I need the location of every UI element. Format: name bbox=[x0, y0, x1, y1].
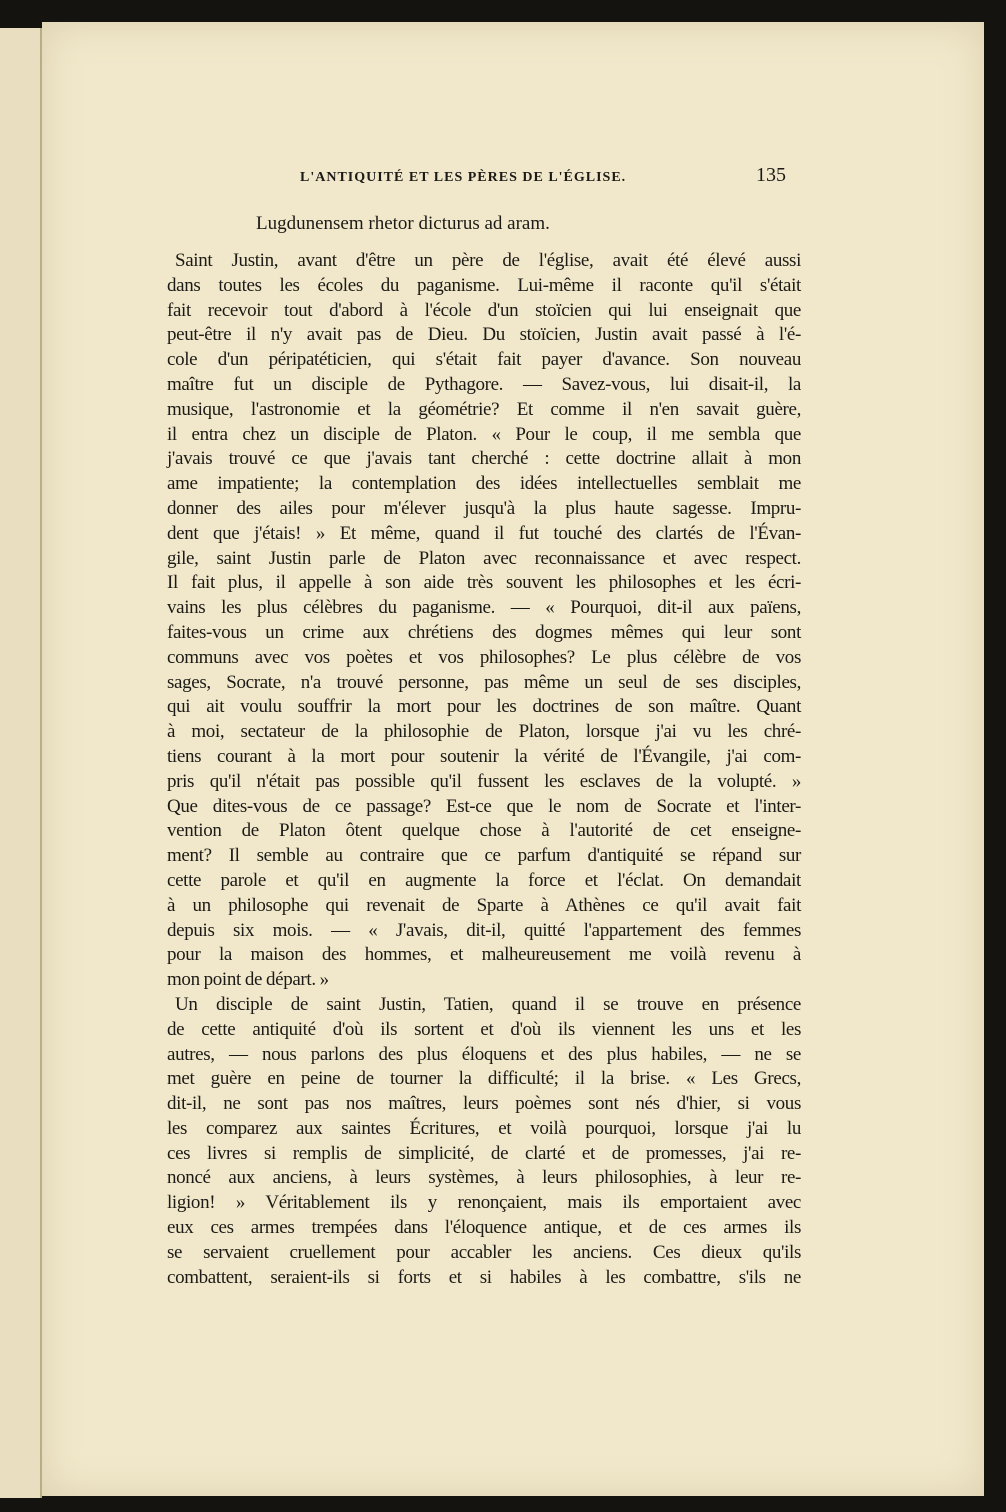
text-line: pris qu'il n'était pas possible qu'il fussent les esclaves de la volupté. » bbox=[167, 770, 801, 792]
text-line: peut-être il n'y avait pas de Dieu. Du stoïcien, Justin avait passé à l'é- bbox=[167, 324, 801, 346]
text-line: dit-il, ne sont pas nos maîtres, leurs poèmes sont nés d'hier, si vous bbox=[167, 1093, 801, 1115]
verse-line: Lugdunensem rhetor dicturus ad aram. bbox=[256, 213, 550, 234]
text-line: Que dites-vous de ce passage? Est-ce que le nom de Socrate et l'inter- bbox=[167, 795, 801, 817]
text-line: dent que j'étais! » Et même, quand il fut touché des clartés de l'Évan- bbox=[167, 522, 801, 544]
text-line: communs avec vos poètes et vos philosophes? Le plus célèbre de vos bbox=[167, 646, 801, 668]
text-line: pour la maison des hommes, et malheureusement me voilà revenu à bbox=[167, 944, 801, 966]
text-line: à un philosophe qui revenait de Sparte à Athènes ce qu'il avait fait bbox=[167, 894, 801, 916]
text-line: depuis six mois. — « J'avais, dit-il, quitté l'appartement des femmes bbox=[167, 919, 801, 941]
text-line: Un disciple de saint Justin, Tatien, quand il se trouve en présence bbox=[175, 993, 801, 1015]
text-line: les comparez aux saintes Écritures, et voilà pourquoi, lorsque j'ai lu bbox=[167, 1117, 801, 1139]
text-line: dans toutes les écoles du paganisme. Lui-même il raconte qu'il s'était bbox=[167, 274, 801, 296]
text-line: ame impatiente; la contemplation des idées intellectuelles semblait me bbox=[167, 473, 801, 495]
text-line: à moi, sectateur de la philosophie de Platon, lorsque j'ai vu les chré- bbox=[167, 721, 801, 743]
text-line: sages, Socrate, n'a trouvé personne, pas même un seul de ses disciples, bbox=[167, 671, 801, 693]
text-line: vains les plus célèbres du paganisme. — « Pourquoi, dit-il aux païens, bbox=[167, 597, 801, 619]
text-line: ligion! » Véritablement ils y renonçaient, mais ils emportaient avec bbox=[167, 1192, 801, 1214]
text-line: cole d'un péripatéticien, qui s'était fait payer d'avance. Son nouveau bbox=[167, 349, 801, 371]
text-line: faites-vous un crime aux chrétiens des dogmes mêmes qui leur sont bbox=[167, 621, 801, 643]
text-line: se servaient cruellement pour accabler les anciens. Ces dieux qu'ils bbox=[167, 1241, 801, 1263]
text-line: musique, l'astronomie et la géométrie? Et comme il n'en savait guère, bbox=[167, 398, 801, 420]
text-line: eux ces armes trempées dans l'éloquence antique, et de ces armes ils bbox=[167, 1217, 801, 1239]
text-line: met guère en peine de tourner la difficulté; il la brise. « Les Grecs, bbox=[167, 1068, 801, 1090]
text-line: fait recevoir tout d'abord à l'école d'un stoïcien qui lui enseignait que bbox=[167, 299, 801, 321]
facing-page-edge bbox=[0, 28, 42, 1498]
page-number: 135 bbox=[756, 164, 786, 186]
text-line: tiens courant à la mort pour soutenir la vérité de l'Évangile, j'ai com- bbox=[167, 745, 801, 767]
text-line: j'avais trouvé ce que j'avais tant cherché : cette doctrine allait à mon bbox=[167, 448, 801, 470]
text-line: autres, — nous parlons des plus éloquens et des plus habiles, — ne se bbox=[167, 1043, 801, 1065]
text-line: donner des ailes pour m'élever jusqu'à la plus haute sagesse. Impru- bbox=[167, 497, 801, 519]
text-line: il entra chez un disciple de Platon. « Pour le coup, il me sembla que bbox=[167, 423, 801, 445]
text-line: qui ait voulu souffrir la mort pour les doctrines de son maître. Quant bbox=[167, 696, 801, 718]
text-line: combattent, seraient-ils si forts et si habiles à les combattre, s'ils ne bbox=[167, 1266, 801, 1288]
text-line: gile, saint Justin parle de Platon avec reconnaissance et avec respect. bbox=[167, 547, 801, 569]
body-text bbox=[167, 249, 801, 1290]
text-line: cette parole et qu'il en augmente la force et l'éclat. On demandait bbox=[167, 869, 801, 891]
text-line: de cette antiquité d'où ils sortent et d'où ils viennent les uns et les bbox=[167, 1018, 801, 1040]
running-title: L'ANTIQUITÉ ET LES PÈRES DE L'ÉGLISE. bbox=[300, 170, 627, 185]
text-line: noncé aux anciens, à leurs systèmes, à leurs philosophies, à leur re- bbox=[167, 1167, 801, 1189]
text-line: maître fut un disciple de Pythagore. — Savez-vous, lui disait-il, la bbox=[167, 373, 801, 395]
text-line: mon point de départ. » bbox=[167, 969, 329, 991]
text-line: ces livres si remplis de simplicité, de clarté et de promesses, j'ai re- bbox=[167, 1142, 801, 1164]
text-line: ment? Il semble au contraire que ce parfum d'antiquité se répand sur bbox=[167, 845, 801, 867]
text-line: vention de Platon ôtent quelque chose à l'autorité de cet enseigne- bbox=[167, 820, 801, 842]
text-line: Il fait plus, il appelle à son aide très souvent les philosophes et les écri- bbox=[167, 572, 801, 594]
text-line: Saint Justin, avant d'être un père de l'église, avait été élevé aussi bbox=[175, 250, 801, 271]
